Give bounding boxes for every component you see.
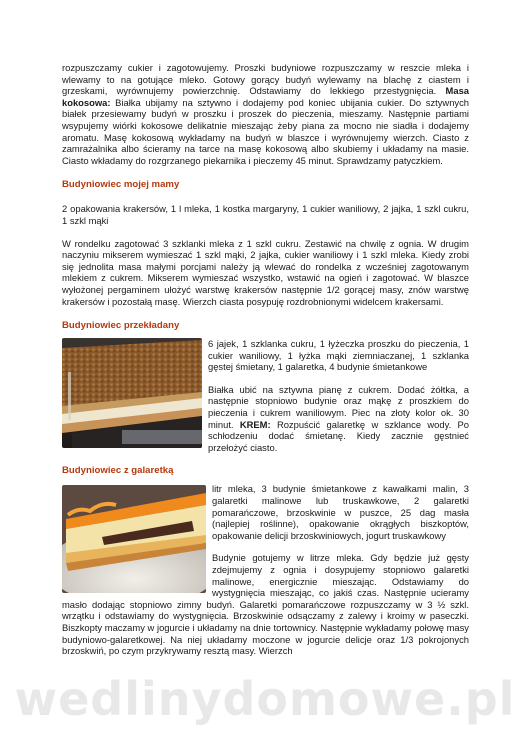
method-przekladany-text-1: Białka ubić na sztywna pianę z cukrem. Dodać żółtka, a następnie stopniowo budynie oraz mąkę z proszkiem do pieczenia i cukrem waniliowym. Piec na złoty kolor ok. 30 minut. xyxy=(208,383,469,430)
section-galaretka-body xyxy=(62,483,469,656)
section-title-mamy: Budyniowiec mojej mamy xyxy=(62,179,180,191)
section-title-przekladany: Budyniowiec przekładany xyxy=(62,320,180,332)
krem-label: KREM: xyxy=(239,418,271,430)
recipe-page xyxy=(62,62,469,657)
method-przekladany-text-2: Rozpuścić galaretkę w szklance wody. Po schłodzeniu dodać śmietanę. Kiedy zacznie gęstnieć przełożyć ciasto. xyxy=(208,418,469,453)
method-mamy: W rondelku zagotować 3 szklanki mleka z 1 szkl cukru. Zestawić na chwilę z ognia. W drugim naczyniu mikserem wymieszać 1 szkl mąki, 2 jajka, cukier waniliowy i 1 szkl mleka. Kiedy zrobi się jednolita masa małymi porcjami należy ją wlewać do rondelka z wcześniej zagotowanym mlekiem z cukrem. Mikserem wymieszać wszystko, wstawić na ogień i zagotować. W blaszce wyłożonej pergaminem ułożyć warstwę krakersów następnie 1/2 gorącej masy, znów warstwę krakersów i pozostałą masę. Wierzch ciasta posypuję rozdrobnionymi widelcem krakersami. xyxy=(62,237,469,307)
watermark: wedlinydomowe.pl xyxy=(14,672,516,726)
ingredients-galaretka: litr mleka, 3 budynie śmietankowe z kawałkami malin, 3 galaretki malinowe lub truskawkowe, 2 galaretki pomarańczowe, brzoskwinie w puszce, 25 dag masła (najlepiej roślinne), opakowanie okrągłych biszkoptów, opakowanie delicji brzoskwiniowych, jogurt truskawkowy xyxy=(212,483,469,541)
cake-photo-przekladany xyxy=(62,338,202,448)
section-przekladany-body xyxy=(62,338,469,453)
intro-text-2: Białka ubijamy na sztywno i dodajemy pod koniec ubijania cukier. Do sztywnych białek przesiewamy budyń w proszku i proszek do pieczenia, mieszamy. Następnie partiami wsypujemy wiórki kokosowe delikatnie mieszając żeby piana za mocno nie siadła i dodajemy aromatu. Masę kokosową wykładamy na budyń w blaszce i wyrównujemy wierzch. Ciasto z zamrażalnika albo ścieramy na tarce na masę kokosową albo skubiemy i układamy na masie. Ciasto wkładamy do rozgrzanego piekarnika i pieczemy 45 minut. Sprawdzamy patyczkiem. xyxy=(62,96,469,166)
ingredients-przekladany: 6 jajek, 1 szklanka cukru, 1 łyżeczka proszku do pieczenia, 1 cukier waniliowy, 1 łyżka mąki ziemniaczanej, 1 szklanka gęstej śmietany, 1 galaretka, 4 budynie śmietankowe xyxy=(208,338,469,373)
intro-paragraph xyxy=(62,62,469,166)
masa-kokosowa-label: Masa kokosowa: xyxy=(62,85,469,108)
ingredients-mamy: 2 opakowania krakersów, 1 l mleka, 1 kostka margaryny, 1 cukier waniliowy, 2 jajka, 1 szkl cukru, 1 szkl mąki xyxy=(62,203,469,226)
section-title-galaretka: Budyniowiec z galaretką xyxy=(62,465,174,477)
intro-text-1: rozpuszczamy cukier i zagotowujemy. Proszki budyniowe rozpuszczamy w reszcie mleka i wlewamy to na gotujące mleko. Gotowy gorący budyń wylewamy na blachę z ciastem i grzeskami, wyrównujemy powierzchnię. Odstawiamy do lekkiego przestygnięcia. xyxy=(62,62,469,97)
cake-photo-galaretka xyxy=(62,485,206,593)
method-galaretka: Budynie gotujemy w litrze mleka. Gdy będzie już gęsty zdejmujemy z ognia i dosypujemy stopniowo galaretki malinowe, energicznie mieszając. Odstawiamy do wystygnięcia mieszając, co jakiś czas. Następnie ucieramy masło dodając stopniowo zimny budyń. Galaretki pomarańczowe rozpuszczamy w 3 ½ szkl. wrzątku i odstawiamy do wystygnięcia. Brzoskwinie odsączamy z zalewy i kroimy w paseczki. Biszkopty maczamy w jogurcie i układamy na dnie tortownicy. Następnie wykładamy połowę masy budyniowo-galaretkowej. Na niej układamy moczone w jogurcie delicje oraz 1/3 pokrojonych brzoskwiń, po czym przykrywamy resztą masy. Wierzch xyxy=(62,552,469,657)
